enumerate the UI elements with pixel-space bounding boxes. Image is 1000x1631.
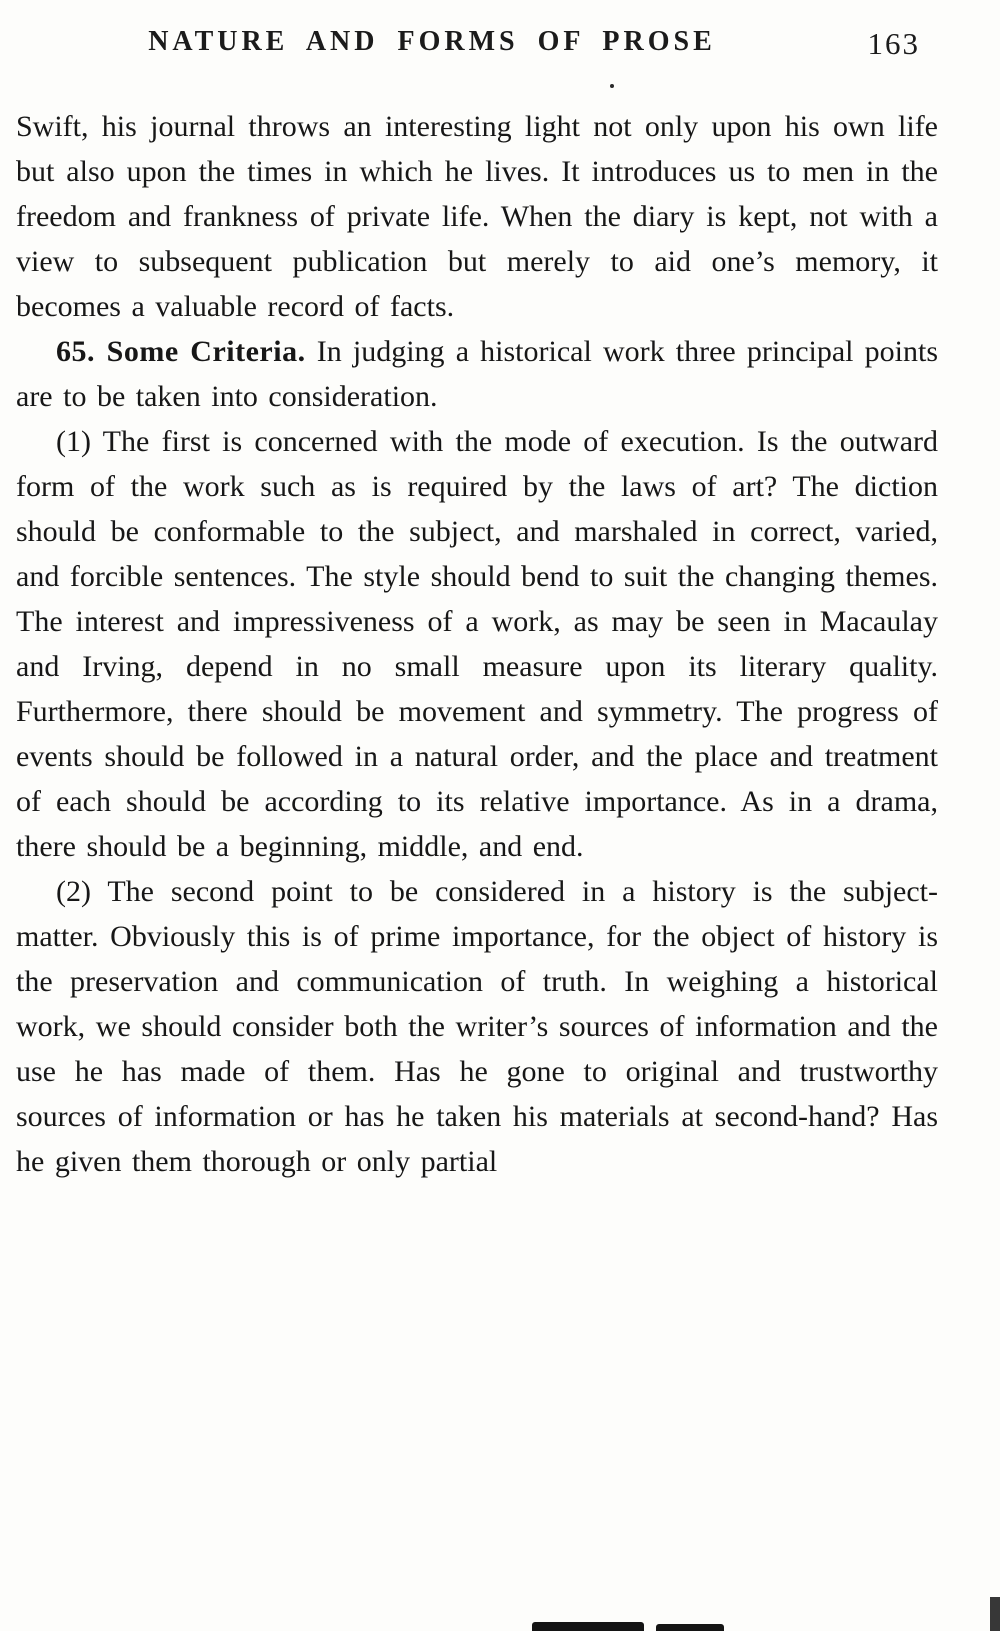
paragraph-section-criteria bbox=[16, 329, 938, 419]
paragraph-point-2 bbox=[16, 869, 938, 1184]
section-heading: 65. Some Criteria. bbox=[56, 335, 306, 368]
scan-artifact bbox=[656, 1624, 724, 1631]
paragraph bbox=[16, 104, 938, 329]
scan-speck bbox=[610, 84, 614, 88]
page-title: NATURE AND FORMS OF PROSE bbox=[148, 26, 716, 57]
paragraph-point-1 bbox=[16, 419, 938, 869]
paragraph-text: (2) The second point to be considered in a history is the subject-matter. Obviously this is of prime importance, for the object of history is the preservation and communication of truth. In weighing a historical work, we should consider both the writer’s sources of information and the use he has made of them. Has he gone to original and trustworthy sources of information or has he taken his materials at second-hand? Has he given them thorough or only partial bbox=[16, 875, 938, 1178]
paragraph-text: In judging a historical work three principal points are to be taken into consideration. bbox=[16, 335, 938, 413]
page-body bbox=[16, 104, 938, 1184]
page-number: 163 bbox=[867, 26, 920, 61]
scan-artifact bbox=[990, 1597, 1000, 1631]
running-head bbox=[16, 26, 938, 76]
paragraph-text: (1) The first is concerned with the mode of execution. Is the outward form of the work such as is required by the laws of art? The diction should be conformable to the subject, and marshaled in correct, varied, and forcible sentences. The style should bend to suit the changing themes. The interest and impressiveness of a work, as may be seen in Macaulay and Irving, depend in no small measure upon its literary quality. Furthermore, there should be movement and symmetry. The progress of events should be followed in a natural order, and the place and treatment of each should be according to its relative importance. As in a drama, there should be a beginning, middle, and end. bbox=[16, 425, 938, 863]
paragraph-text: Swift, his journal throws an interesting light not only upon his own life but also upon the times in which he lives. It introduces us to men in the freedom and frankness of private life. When the diary is kept, not with a view to subsequent publication but merely to aid one’s memory, it becomes a valuable record of facts. bbox=[16, 110, 938, 323]
scan-artifact bbox=[532, 1622, 644, 1631]
